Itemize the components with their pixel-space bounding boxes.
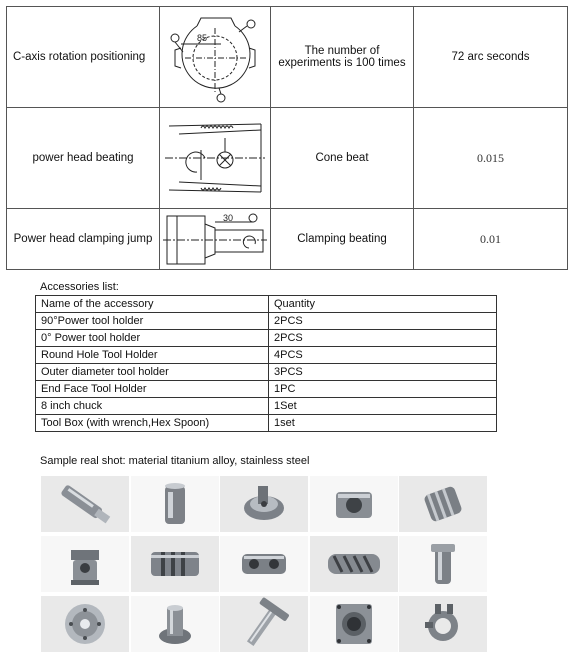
sample-photo — [220, 476, 308, 532]
spec-value: 72 arc seconds — [414, 7, 568, 108]
accessory-quantity: 1Set — [269, 398, 497, 415]
table-row — [36, 364, 497, 381]
c-axis-positioning-diagram — [160, 7, 271, 108]
inspection-spec-table — [6, 6, 568, 270]
accessory-name: End Face Tool Holder — [36, 381, 269, 398]
spec-value: 0.01 — [414, 209, 568, 270]
table-row — [36, 415, 497, 432]
accessory-name: Outer diameter tool holder — [36, 364, 269, 381]
spec-item: power head beating — [7, 108, 160, 209]
spec-item: Power head clamping jump — [7, 209, 160, 270]
dimension-label: 30 — [223, 213, 234, 223]
spec-value: 0.015 — [414, 108, 568, 209]
sample-photo — [399, 536, 487, 592]
table-row — [36, 330, 497, 347]
dimension-label: 85 — [197, 33, 208, 43]
table-row — [36, 398, 497, 415]
accessory-name: 8 inch chuck — [36, 398, 269, 415]
accessory-quantity: 3PCS — [269, 364, 497, 381]
sample-photo — [399, 596, 487, 652]
accessory-quantity: 1set — [269, 415, 497, 432]
sample-title: Sample real shot: material titanium alloy, stainless steel — [40, 455, 310, 467]
accessory-name: 0° Power tool holder — [36, 330, 269, 347]
power-head-beating-diagram — [160, 108, 271, 209]
sample-photo-grid — [41, 476, 487, 652]
accessory-name: Round Hole Tool Holder — [36, 347, 269, 364]
spec-row — [7, 7, 568, 108]
table-row — [36, 313, 497, 330]
spec-item: C-axis rotation positioning — [7, 7, 160, 108]
table-row — [36, 381, 497, 398]
accessory-quantity: 2PCS — [269, 313, 497, 330]
accessory-quantity: 2PCS — [269, 330, 497, 347]
sample-photo — [310, 596, 398, 652]
spec-method: Clamping beating — [271, 209, 414, 270]
clamping-jump-diagram — [160, 209, 271, 270]
sample-photo — [399, 476, 487, 532]
column-header-quantity: Quantity — [269, 296, 497, 313]
spec-row — [7, 209, 568, 270]
sample-photo — [220, 596, 308, 652]
sample-photo — [310, 476, 398, 532]
accessories-header-row — [36, 296, 497, 313]
accessories-title: Accessories list: — [40, 281, 119, 293]
accessory-quantity: 4PCS — [269, 347, 497, 364]
sample-photo — [131, 476, 219, 532]
spec-method: Cone beat — [271, 108, 414, 209]
spec-method: The number of experiments is 100 times — [271, 7, 414, 108]
sample-photo — [41, 536, 129, 592]
table-row — [36, 347, 497, 364]
sample-photo — [220, 536, 308, 592]
accessory-quantity: 1PC — [269, 381, 497, 398]
accessories-table — [35, 295, 497, 432]
sample-photo — [41, 596, 129, 652]
spec-row — [7, 108, 568, 209]
sample-photo — [131, 536, 219, 592]
sample-photo — [310, 536, 398, 592]
sample-photo — [41, 476, 129, 532]
sample-photo — [131, 596, 219, 652]
accessory-name: Tool Box (with wrench,Hex Spoon) — [36, 415, 269, 432]
column-header-name: Name of the accessory — [36, 296, 269, 313]
accessory-name: 90°Power tool holder — [36, 313, 269, 330]
